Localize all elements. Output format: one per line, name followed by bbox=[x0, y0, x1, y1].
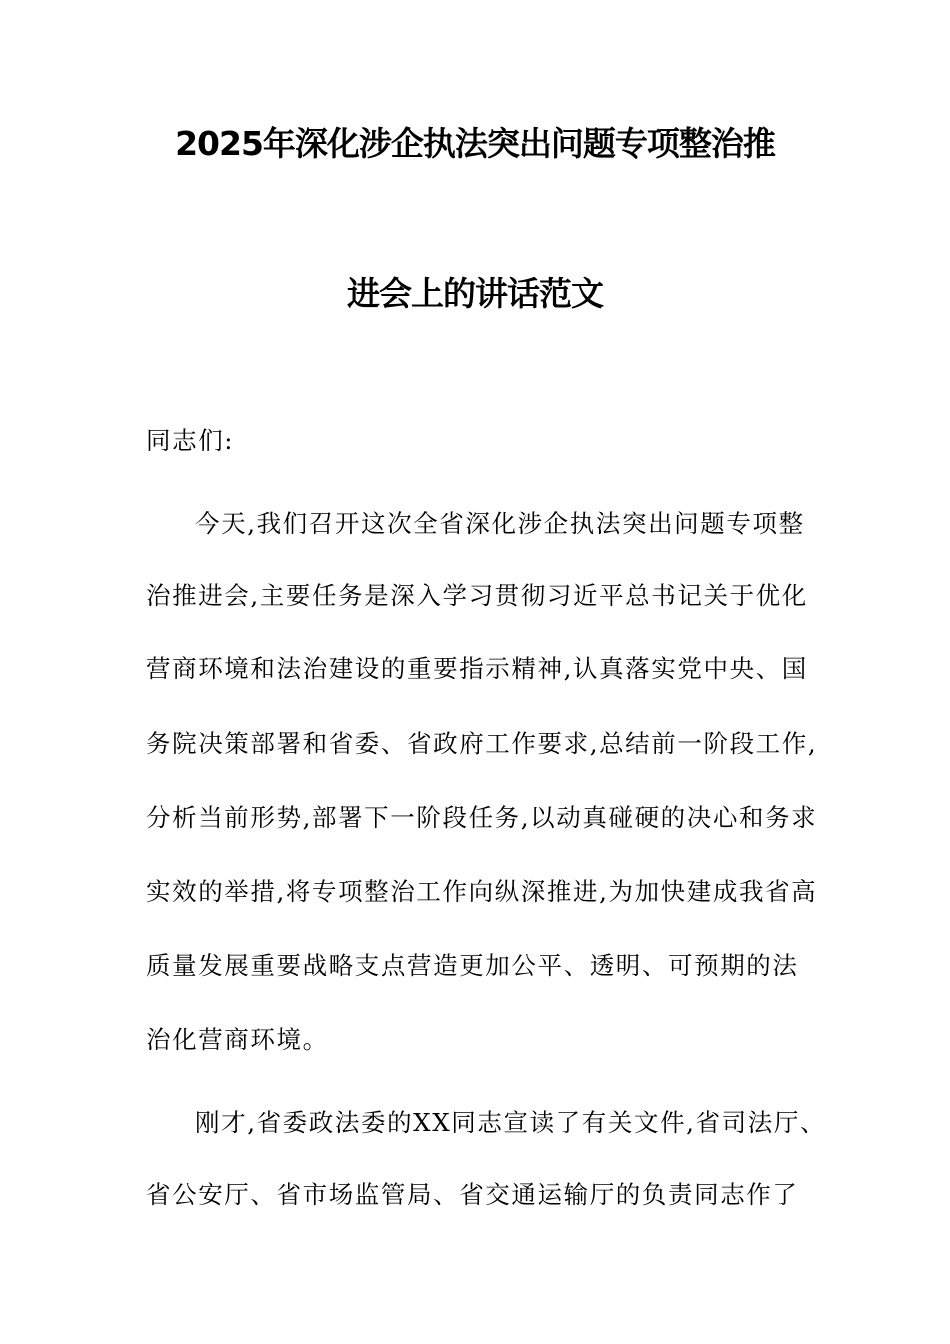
body-line: 分析当前形势,部署下一阶段任务,以动真碰硬的决心和务求 bbox=[146, 803, 818, 832]
body-line: 治化营商环境。 bbox=[146, 1025, 329, 1054]
body-line: 刚才,省委政法委的XX同志宣读了有关文件,省司法厅、 bbox=[195, 1108, 827, 1137]
body-line: 营商环境和法治建设的重要指示精神,认真落实党中央、国 bbox=[146, 654, 808, 683]
body-line: 质量发展重要战略支点营造更加公平、透明、可预期的法 bbox=[146, 951, 799, 980]
salutation: 同志们: bbox=[146, 426, 235, 455]
document-title-line-2: 进会上的讲话范文 bbox=[347, 274, 603, 313]
body-line: 今天,我们召开这次全省深化涉企执法突出问题专项整 bbox=[195, 509, 805, 538]
body-line: 省公安厅、省市场监管局、省交通运输厅的负责同志作了 bbox=[146, 1180, 799, 1209]
body-line: 治推进会,主要任务是深入学习贯彻习近平总书记关于优化 bbox=[146, 581, 808, 610]
body-line: 实效的举措,将专项整治工作向纵深推进,为加快建成我省高 bbox=[146, 877, 818, 906]
document-title-line-1: 2025年深化涉企执法突出问题专项整治推 bbox=[175, 124, 775, 163]
body-line: 务院决策部署和省委、省政府工作要求,总结前一阶段工作, bbox=[146, 729, 818, 758]
